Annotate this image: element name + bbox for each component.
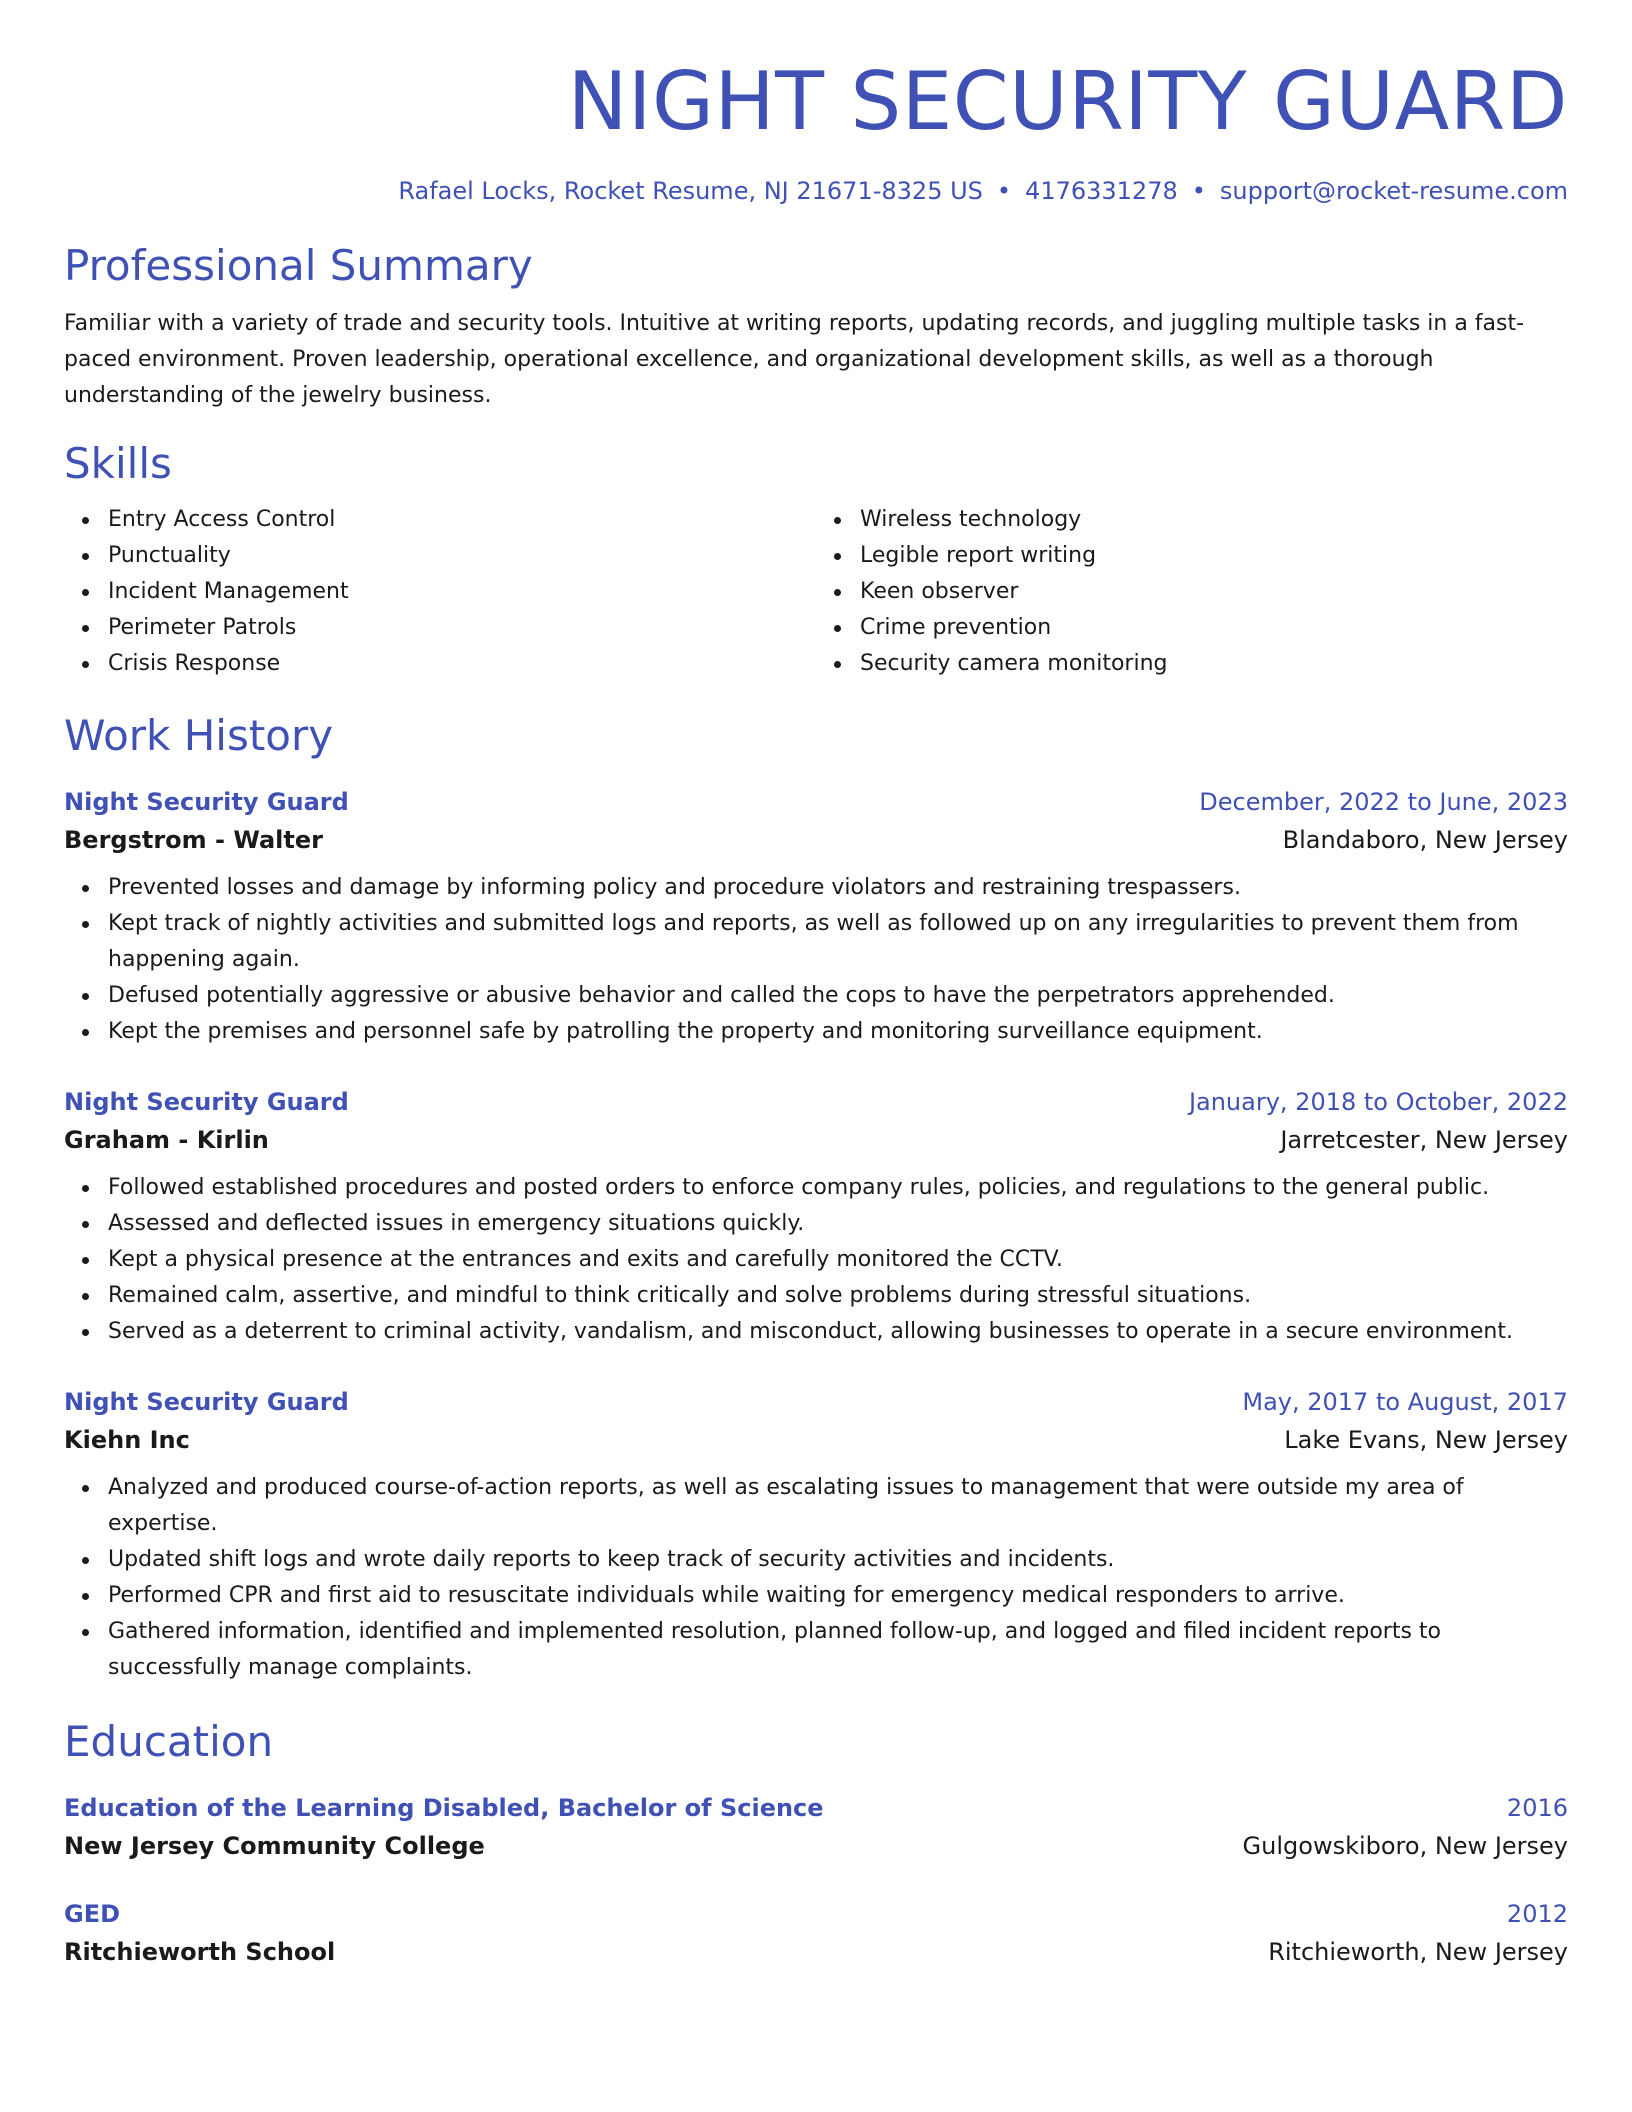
education-degree-row	[64, 1790, 1568, 1826]
skills-section	[64, 436, 1568, 682]
job-bullet: Remained calm, assertive, and mindful to think critically and solve problems during stressful situations.	[108, 1278, 1568, 1314]
skill-item: Punctuality	[108, 538, 816, 574]
job-bullet: Performed CPR and first aid to resuscitate individuals while waiting for emergency medical responders to arrive.	[108, 1578, 1568, 1614]
job-title-row	[64, 1084, 1568, 1120]
job-dates: January, 2018 to October, 2022	[1188, 1088, 1568, 1116]
education-degree-row	[64, 1896, 1568, 1932]
contact-address: Rafael Locks, Rocket Resume, NJ 21671-8325 US	[398, 177, 983, 205]
job-bullet: Kept track of nightly activities and submitted logs and reports, as well as followed up on any irregularities to prevent them from happening again.	[108, 906, 1568, 978]
job-title: Night Security Guard	[64, 1388, 349, 1416]
job-company: Bergstrom - Walter	[64, 826, 323, 854]
skill-item: Wireless technology	[860, 502, 1568, 538]
job-bullet: Gathered information, identified and implemented resolution, planned follow-up, and logged and filed incident reports to successfully manage complaints.	[108, 1614, 1568, 1686]
contact-phone[interactable]: 4176331278	[1025, 177, 1178, 205]
job-bullet: Analyzed and produced course-of-action reports, as well as escalating issues to management that were outside my area of expertise.	[108, 1470, 1568, 1542]
education-section	[64, 1714, 1568, 1972]
job-location: Lake Evans, New Jersey	[1284, 1426, 1568, 1454]
job-bullet: Kept the premises and personnel safe by patrolling the property and monitoring surveillance equipment.	[108, 1014, 1568, 1050]
job-bullets	[64, 1470, 1568, 1686]
contact-separator: •	[1191, 177, 1206, 205]
contact-line	[64, 174, 1568, 208]
job-bullet: Prevented losses and damage by informing policy and procedure violators and restraining trespassers.	[108, 870, 1568, 906]
education-location: Gulgowskiboro, New Jersey	[1242, 1832, 1568, 1860]
skill-item: Crisis Response	[108, 646, 816, 682]
job-title: Night Security Guard	[64, 1088, 349, 1116]
education-school: Ritchieworth School	[64, 1938, 336, 1966]
resume-header	[64, 56, 1568, 208]
skill-item: Keen observer	[860, 574, 1568, 610]
skill-item: Legible report writing	[860, 538, 1568, 574]
job-dates: May, 2017 to August, 2017	[1242, 1388, 1568, 1416]
skills-list-right	[816, 502, 1568, 682]
job-entry	[64, 1384, 1568, 1686]
job-title: Night Security Guard	[64, 788, 349, 816]
contact-separator: •	[996, 177, 1012, 205]
skills-list-left	[64, 502, 816, 682]
education-degree: Education of the Learning Disabled, Bachelor of Science	[64, 1794, 824, 1822]
job-bullet: Kept a physical presence at the entrances and exits and carefully monitored the CCTV.	[108, 1242, 1568, 1278]
skills-heading: Skills	[64, 439, 172, 488]
job-entry	[64, 1084, 1568, 1350]
candidate-title: NIGHT SECURITY GUARD	[567, 55, 1568, 148]
education-degree: GED	[64, 1900, 121, 1928]
job-bullet: Updated shift logs and wrote daily reports to keep track of security activities and incidents.	[108, 1542, 1568, 1578]
education-heading: Education	[64, 1717, 274, 1766]
skill-item: Perimeter Patrols	[108, 610, 816, 646]
job-company: Kiehn Inc	[64, 1426, 190, 1454]
education-school: New Jersey Community College	[64, 1832, 485, 1860]
education-entry	[64, 1790, 1568, 1866]
job-location: Jarretcester, New Jersey	[1280, 1126, 1568, 1154]
job-bullets	[64, 1170, 1568, 1350]
job-dates: December, 2022 to June, 2023	[1199, 788, 1568, 816]
skills-grid	[64, 502, 1568, 682]
job-title-row	[64, 1384, 1568, 1420]
summary-section	[64, 238, 1568, 414]
job-entry	[64, 784, 1568, 1050]
job-bullet: Followed established procedures and posted orders to enforce company rules, policies, and regulations to the general public.	[108, 1170, 1568, 1206]
work-history-heading: Work History	[64, 711, 334, 760]
education-year: 2016	[1506, 1794, 1568, 1822]
skill-item: Entry Access Control	[108, 502, 816, 538]
education-school-row	[64, 1932, 1568, 1972]
job-title-row	[64, 784, 1568, 820]
job-company-row	[64, 1120, 1568, 1160]
education-location: Ritchieworth, New Jersey	[1268, 1938, 1568, 1966]
job-bullet: Assessed and deflected issues in emergency situations quickly.	[108, 1206, 1568, 1242]
job-bullet: Served as a deterrent to criminal activity, vandalism, and misconduct, allowing businesses to operate in a secure environment.	[108, 1314, 1568, 1350]
summary-heading: Professional Summary	[64, 241, 533, 290]
education-school-row	[64, 1826, 1568, 1866]
skill-item: Crime prevention	[860, 610, 1568, 646]
contact-email[interactable]: support@rocket-resume.com	[1219, 177, 1568, 205]
summary-text: Familiar with a variety of trade and security tools. Intuitive at writing reports, updating records, and juggling multiple tasks in a fast-paced environment. Proven leadership, operational excellence, and organizational development skills, as well as a thorough understanding of the jewelry business.	[64, 311, 1525, 408]
education-entry	[64, 1896, 1568, 1972]
work-history-section	[64, 708, 1568, 1686]
job-company-row	[64, 1420, 1568, 1460]
job-bullets	[64, 870, 1568, 1050]
skill-item: Security camera monitoring	[860, 646, 1568, 682]
job-bullet: Defused potentially aggressive or abusive behavior and called the cops to have the perpetrators apprehended.	[108, 978, 1568, 1014]
job-company: Graham - Kirlin	[64, 1126, 269, 1154]
education-year: 2012	[1506, 1900, 1568, 1928]
skill-item: Incident Management	[108, 574, 816, 610]
job-company-row	[64, 820, 1568, 860]
job-location: Blandaboro, New Jersey	[1282, 826, 1568, 854]
